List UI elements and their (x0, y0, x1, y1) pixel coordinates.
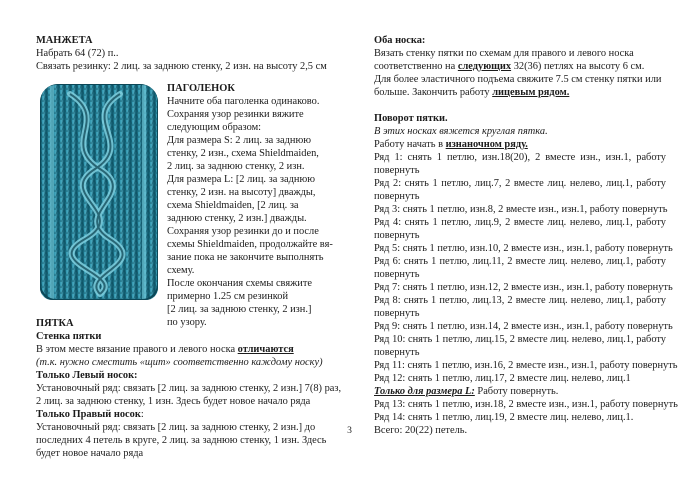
text-line (374, 86, 666, 99)
emphasis-text: отличаются (237, 344, 294, 355)
emphasis-text: следующих (457, 61, 512, 72)
text-line: по узору. (167, 317, 207, 328)
emphasis-text: лицевым рядом. (492, 87, 570, 98)
size-l-label: Только для размера L: (374, 386, 475, 397)
section-title-heel-turn: Поворот пятки. (374, 113, 448, 124)
text-line: стенку, 2 изн. на высоту] дважды, (167, 187, 316, 198)
subsection-title: Только Правый носок (36, 409, 141, 420)
row-instruction: Ряд 2: снять 1 петлю, лиц.7, 2 вместе лиц. нелево, лиц.1, работу (374, 178, 666, 189)
row-instruction-cont: повернуть (374, 308, 420, 319)
text-line: будет новое начало ряда (36, 448, 144, 459)
row-instruction-cont: повернуть (374, 165, 420, 176)
row-instruction-cont: повернуть (374, 191, 420, 202)
emphasis-text: изнаночном ряду. (445, 139, 528, 150)
pagolenok-block (167, 82, 345, 329)
text-line: стенку, 2 изн., схема Shieldmaiden, (167, 148, 319, 159)
text-fragment: Работу повернуть. (474, 386, 559, 397)
knitted-sock-photo (40, 84, 158, 300)
text-line: Связать резинку: 2 лиц. за заднюю стенку, 2 изн. на высоту 2,5 см (36, 61, 327, 72)
row-instruction: Ряд 1: снять 1 петлю, изн.18(20), 2 вместе изн., изн.1, работу (374, 152, 666, 163)
section-title-manzheta: МАНЖЕТА (36, 35, 93, 46)
subsection-title: Стенка пятки (36, 331, 102, 342)
text-line: зание пока не закончите выполнять (167, 252, 324, 263)
row-instruction: Ряд 8: снять 1 петлю, лиц.13, 2 вместе лиц. нелево, лиц.1, работу (374, 295, 666, 306)
row-instruction: Ряд 12: снять 1 петлю, лиц.17, 2 вместе лиц. нелево, лиц.1 (374, 373, 631, 384)
text-line: [2 лиц. за заднюю стенку, 2 изн.] (167, 304, 312, 315)
text-line (36, 408, 334, 421)
text-line: примерно 1.25 см резинкой (167, 291, 289, 302)
text-line: Начните оба паголенка одинаково. (167, 96, 320, 107)
row-instruction: Ряд 14: снять 1 петлю, лиц.19, 2 вместе лиц. нелево, лиц.1. (374, 412, 634, 423)
section-title-pagolenok: ПАГОЛЕНОК (167, 83, 235, 94)
text-line: (т.к. нужно сместить «щит» соответственно каждому носку) (36, 357, 323, 368)
text-line: Вязать стенку пятки по схемам для правого и левого носка (374, 48, 634, 59)
pyatka-block (36, 317, 342, 460)
text-fragment: Работу начать в (374, 139, 446, 150)
text-line: После окончания схемы свяжите (167, 278, 313, 289)
row-instruction: Ряд 6: снять 1 петлю, лиц.11, 2 вместе лиц. нелево, лиц.1, работу (374, 256, 666, 267)
text-line: Для размера S: 2 лиц. за заднюю (167, 135, 311, 146)
subsection-title: Только Левый носок: (36, 370, 138, 381)
row-instruction: Ряд 5: снять 1 петлю, изн.10, 2 вместе изн., изн.1, работу повернуть (374, 243, 673, 254)
text-line: Сохраняя узор резинки вяжите (167, 109, 304, 120)
text-line: Набрать 64 (72) п.. (36, 48, 119, 59)
right-column (374, 34, 678, 437)
total-line: Всего: 20(22) петель. (374, 425, 468, 436)
text-line (36, 343, 334, 356)
row-instruction-cont: повернуть (374, 347, 420, 358)
text-line: схема Shieldmaiden, [2 лиц. за (167, 200, 299, 211)
text-line (374, 385, 666, 398)
text-line: Сохраняя узор резинки до и после (167, 226, 319, 237)
text-line: В этих носках вяжется круглая пятка. (374, 126, 548, 137)
text-line: Для размера L: [2 лиц. за заднюю (167, 174, 315, 185)
spacer (374, 99, 666, 112)
text-line: Установочный ряд: связать [2 лиц. за заднюю стенку, 2 изн.] до (36, 422, 316, 433)
row-instruction: Ряд 9: снять 1 петлю, изн.14, 2 вместе изн., изн.1, работу повернуть (374, 321, 673, 332)
row-instruction: Ряд 3: снять 1 петлю, изн.8, 2 вместе изн., изн.1, работу повернуть (374, 204, 668, 215)
text-line: 2 лиц. за заднюю стенку, 1 изн. Здесь будет новое начало ряда (36, 396, 311, 407)
text-fragment: больше. Закончить работу (374, 87, 493, 98)
row-instruction-cont: повернуть (374, 269, 420, 280)
text-fragment: : (140, 409, 144, 420)
left-column (36, 34, 334, 73)
text-line (374, 60, 666, 73)
text-line: Установочный ряд: связать [2 лиц. за заднюю стенку, 2 изн.] 7(8) раз, (36, 383, 342, 394)
text-fragment: 32(36) петлях на высоту 6 см. (511, 61, 645, 72)
text-line: схемы Shieldmaiden, продолжайте вя- (167, 239, 333, 250)
text-line: следующим образом: (167, 122, 262, 133)
text-fragment: В этом месте вязание правого и левого носка (36, 344, 238, 355)
text-line (374, 138, 666, 151)
section-title-both-socks: Оба носка: (374, 35, 426, 46)
section-title-pyatka: ПЯТКА (36, 318, 74, 329)
text-line: последних 4 петель в круге, 2 лиц. за заднюю стенку, 1 изн. Здесь (36, 435, 327, 446)
row-instruction: Ряд 10: снять 1 петлю, лиц.15, 2 вместе лиц. нелево, лиц.1, работу (374, 334, 666, 345)
text-line: схему. (167, 265, 195, 276)
page-number: 3 (347, 425, 352, 436)
row-instruction: Ряд 11: снять 1 петлю, изн.16, 2 вместе изн., изн.1, работу повернуть (374, 360, 678, 371)
row-instruction-cont: повернуть (374, 230, 420, 241)
text-line: заднюю стенку, 2 изн.] дважды. (167, 213, 307, 224)
text-line: Для более эластичного подъема свяжите 7.5 см стенку пятки или (374, 74, 662, 85)
row-instruction: Ряд 7: снять 1 петлю, изн.12, 2 вместе изн., изн.1, работу повернуть (374, 282, 673, 293)
row-instruction: Ряд 13: снять 1 петлю, изн.18, 2 вместе изн., изн.1, работу повернуть (374, 399, 678, 410)
text-line: 2 лиц. за заднюю стенку, 2 изн. (167, 161, 305, 172)
row-instruction: Ряд 4: снять 1 петлю, лиц.9, 2 вместе лиц. нелево, лиц.1, работу (374, 217, 666, 228)
text-fragment: соответственно на (374, 61, 458, 72)
